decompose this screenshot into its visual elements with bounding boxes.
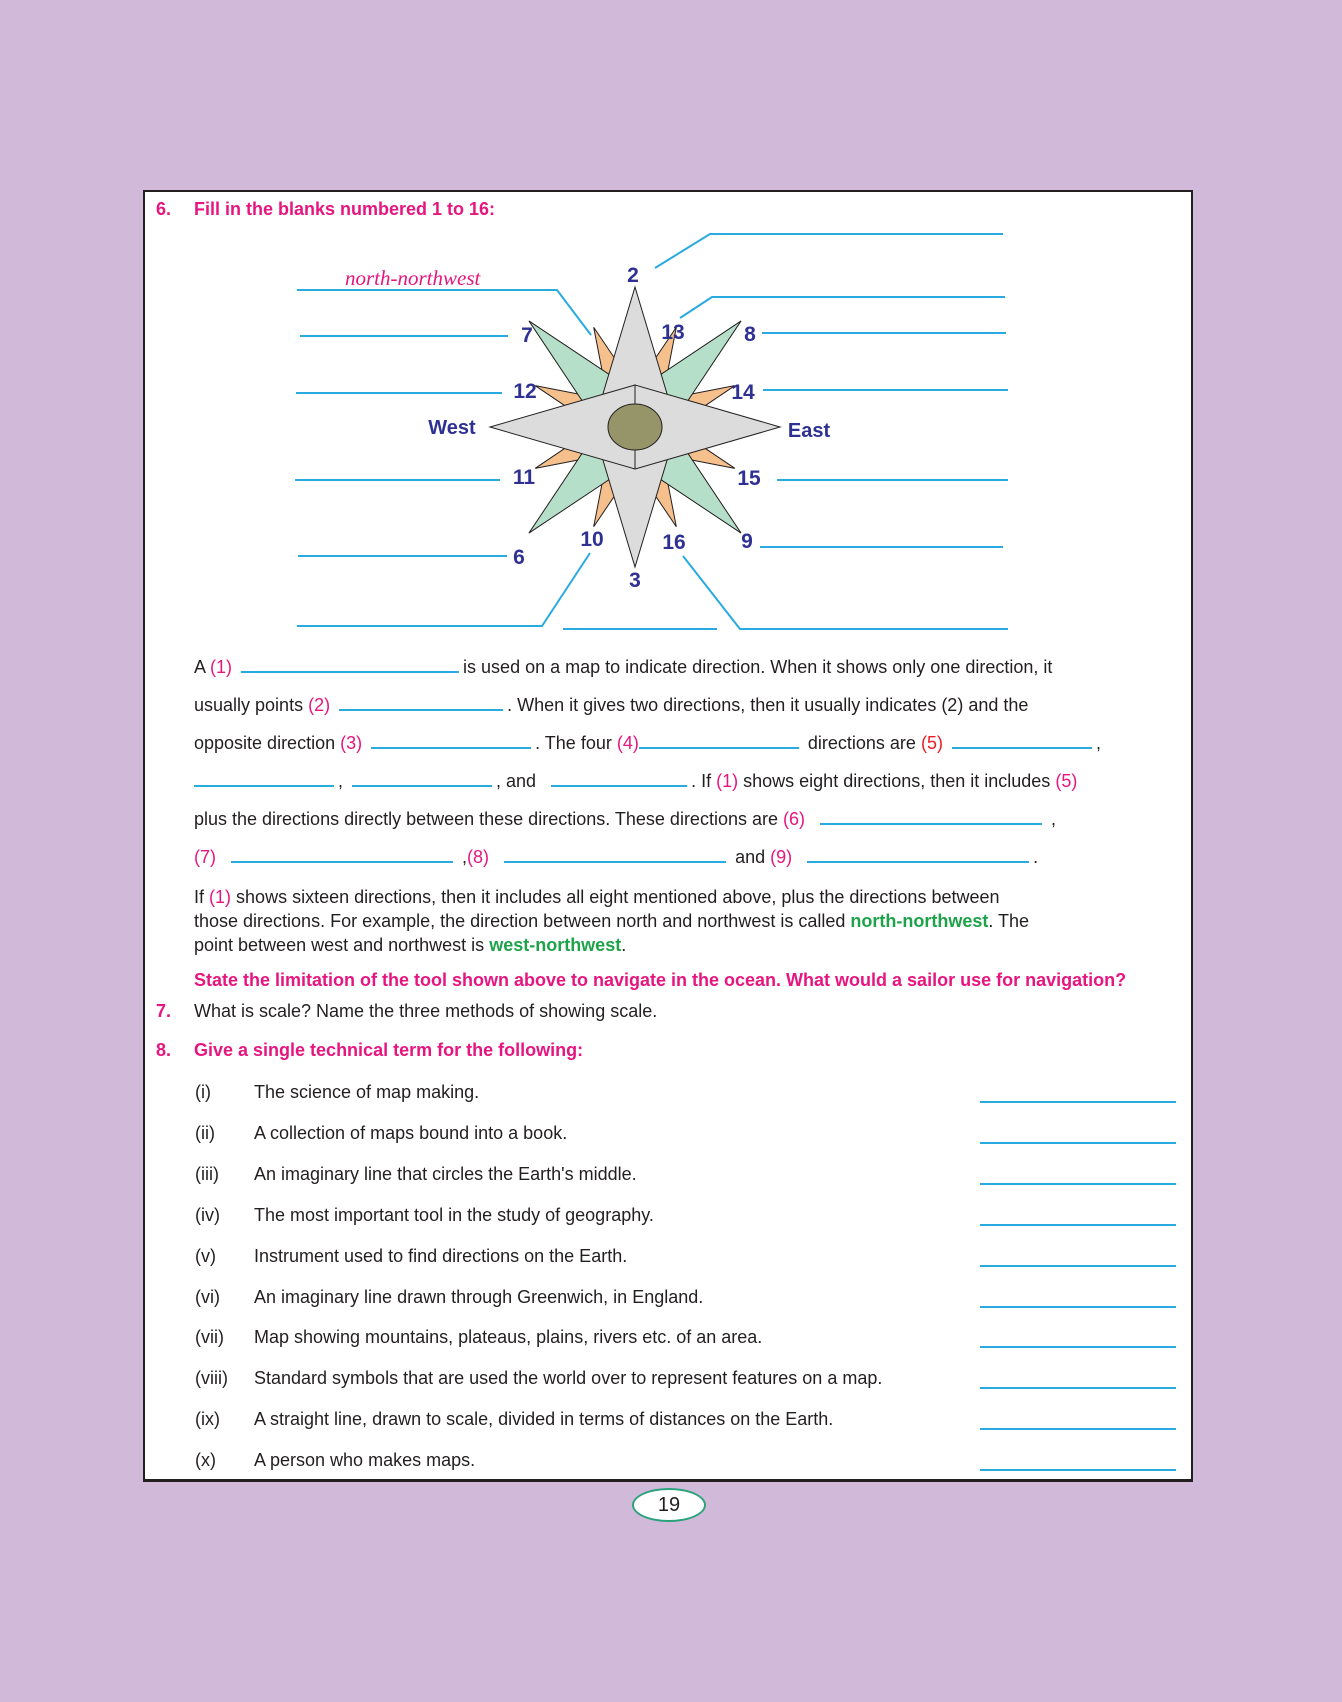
item-text: Standard symbols that are used the world over to represent features on a map.: [254, 1368, 883, 1388]
answer-blank[interactable]: [980, 1142, 1176, 1144]
item-number: (iii): [195, 1164, 219, 1184]
compass-point-label-7: 7: [521, 324, 533, 347]
compass-point-label-13: 13: [661, 321, 685, 344]
question-8-number: 8.: [156, 1040, 172, 1060]
answer-blank[interactable]: [980, 1306, 1176, 1308]
blank-4[interactable]: [639, 733, 799, 749]
blank-2[interactable]: [339, 695, 503, 711]
blank-5c[interactable]: [352, 771, 492, 787]
text: opposite direction: [194, 733, 336, 753]
limitation-question: State the limitation of the tool shown above to navigate in the ocean. What would a sailor use for navigation?: [194, 970, 1127, 990]
item-text: A person who makes maps.: [254, 1450, 476, 1470]
blank-5d[interactable]: [551, 771, 687, 787]
blank-number: (1): [209, 887, 232, 907]
item-number: (x): [195, 1450, 216, 1470]
text: those directions. For example, the direction between north and northwest is called: [194, 911, 846, 931]
question-7-number: 7.: [156, 1001, 172, 1021]
text: .: [621, 935, 627, 955]
answer-blank[interactable]: [980, 1387, 1176, 1389]
answer-blank[interactable]: [980, 1265, 1176, 1267]
blank-8[interactable]: [504, 847, 726, 863]
text: If: [194, 887, 205, 907]
blank-number: (4): [616, 733, 639, 753]
compass-center: [608, 404, 662, 450]
text: A: [194, 657, 206, 677]
leader-blank-13[interactable]: [680, 297, 1005, 318]
compass-point-label-10: 10: [580, 528, 604, 551]
text: ,: [1095, 733, 1101, 753]
item-number: (ii): [195, 1123, 215, 1143]
text: directions are: [807, 733, 916, 753]
text: , and: [496, 771, 537, 791]
paragraph-line-6: [194, 846, 1038, 868]
text: usually points: [194, 695, 304, 715]
text: ,: [338, 771, 344, 791]
text: is used on a map to indicate direction. When it shows only one direction, it: [463, 657, 1053, 677]
text: point between west and northwest is: [194, 935, 485, 955]
answer-blank[interactable]: [980, 1346, 1176, 1348]
text: plus the directions directly between these directions. These directions are: [194, 809, 778, 829]
page-number: 19: [632, 1488, 706, 1522]
item-number: (vii): [195, 1327, 224, 1347]
text: .: [1033, 847, 1039, 867]
answer-blank[interactable]: [980, 1224, 1176, 1226]
leader-blank-2[interactable]: [655, 234, 1003, 268]
leader-blank-10[interactable]: [297, 553, 590, 626]
compass-rose: [490, 287, 780, 567]
item-text: A collection of maps bound into a book.: [254, 1123, 568, 1143]
item-number: (vi): [195, 1287, 220, 1307]
blank-number: (1): [716, 771, 739, 791]
text: ,: [462, 847, 468, 867]
blank-7[interactable]: [231, 847, 453, 863]
blank-9[interactable]: [807, 847, 1029, 863]
compass-point-label-11: 11: [512, 466, 536, 489]
compass-point-label-15: 15: [737, 467, 761, 490]
leader-blank-north-northwest[interactable]: [297, 290, 591, 335]
text: shows sixteen directions, then it includes all eight mentioned above, plus the directions between: [236, 887, 1000, 907]
item-number: (ix): [195, 1409, 220, 1429]
text: . The four: [535, 733, 612, 753]
blank-number: (3): [340, 733, 363, 753]
compass-point-label-3: 3: [629, 569, 641, 592]
question-6-heading: Fill in the blanks numbered 1 to 16:: [194, 199, 496, 219]
text: . If: [691, 771, 712, 791]
text: shows eight directions, then it includes: [743, 771, 1051, 791]
sixteen-directions-paragraph: [194, 885, 1029, 957]
blank-number: (6): [783, 809, 805, 829]
text: . When it gives two directions, then it usually indicates (2) and the: [507, 695, 1029, 715]
blank-1[interactable]: [241, 657, 459, 673]
blank-5b[interactable]: [194, 771, 334, 787]
question-8-heading: Give a single technical term for the following:: [194, 1040, 584, 1060]
item-number: (viii): [195, 1368, 228, 1388]
compass-point-label-9: 9: [741, 530, 753, 553]
blank-number: (5): [1055, 771, 1078, 791]
compass-rose-diagram: [0, 0, 1342, 700]
compass-point-label-16: 16: [662, 531, 686, 554]
compass-point-label-6: 6: [513, 546, 525, 569]
answer-blank[interactable]: [980, 1428, 1176, 1430]
paragraph-line-1: [194, 656, 1052, 678]
blank-3[interactable]: [371, 733, 531, 749]
paragraph-line-2: [194, 694, 1028, 716]
compass-point-label-8: 8: [744, 323, 756, 346]
item-number: (v): [195, 1246, 216, 1266]
question-6-number: 6.: [156, 199, 172, 219]
blank-number: (7): [194, 847, 216, 867]
paragraph-line-5: [194, 808, 1056, 830]
blank-6[interactable]: [820, 809, 1042, 825]
answer-blank[interactable]: [980, 1183, 1176, 1185]
item-text: Instrument used to find directions on the Earth.: [254, 1246, 628, 1266]
blank-number: (8): [467, 847, 490, 867]
term-west-northwest: west-northwest: [489, 935, 622, 955]
blank-5a[interactable]: [952, 733, 1092, 749]
example-answer-north-northwest: north-northwest: [345, 266, 481, 290]
item-text: A straight line, drawn to scale, divided in terms of distances on the Earth.: [254, 1409, 834, 1429]
item-number: (iv): [195, 1205, 220, 1225]
answer-blank[interactable]: [980, 1469, 1176, 1471]
item-text: An imaginary line that circles the Earth's middle.: [254, 1164, 637, 1184]
compass-point-label-12: 12: [513, 380, 537, 403]
compass-point-label-2: 2: [627, 264, 639, 287]
blank-number: (9): [770, 847, 793, 867]
term-north-northwest: north-northwest: [850, 911, 989, 931]
item-text: The science of map making.: [254, 1082, 480, 1102]
blank-number: (2): [308, 695, 331, 715]
answer-blank[interactable]: [980, 1101, 1176, 1103]
question-7-text: What is scale? Name the three methods of showing scale.: [194, 1001, 658, 1021]
blank-number: (5): [920, 733, 943, 753]
east-label: East: [787, 420, 831, 442]
item-text: Map showing mountains, plateaus, plains, rivers etc. of an area.: [254, 1327, 763, 1347]
item-text: An imaginary line drawn through Greenwich, in England.: [254, 1287, 704, 1307]
text: . The: [988, 911, 1030, 931]
blank-number: (1): [210, 657, 233, 677]
compass-point-label-14: 14: [731, 381, 755, 404]
item-number: (i): [195, 1082, 211, 1102]
paragraph-line-4: [194, 770, 1077, 792]
text: and: [735, 847, 766, 867]
leader-blank-16[interactable]: [683, 556, 1008, 629]
west-label: West: [428, 417, 476, 439]
text: ,: [1051, 809, 1057, 829]
paragraph-line-3: [194, 732, 1101, 754]
item-text: The most important tool in the study of geography.: [254, 1205, 654, 1225]
